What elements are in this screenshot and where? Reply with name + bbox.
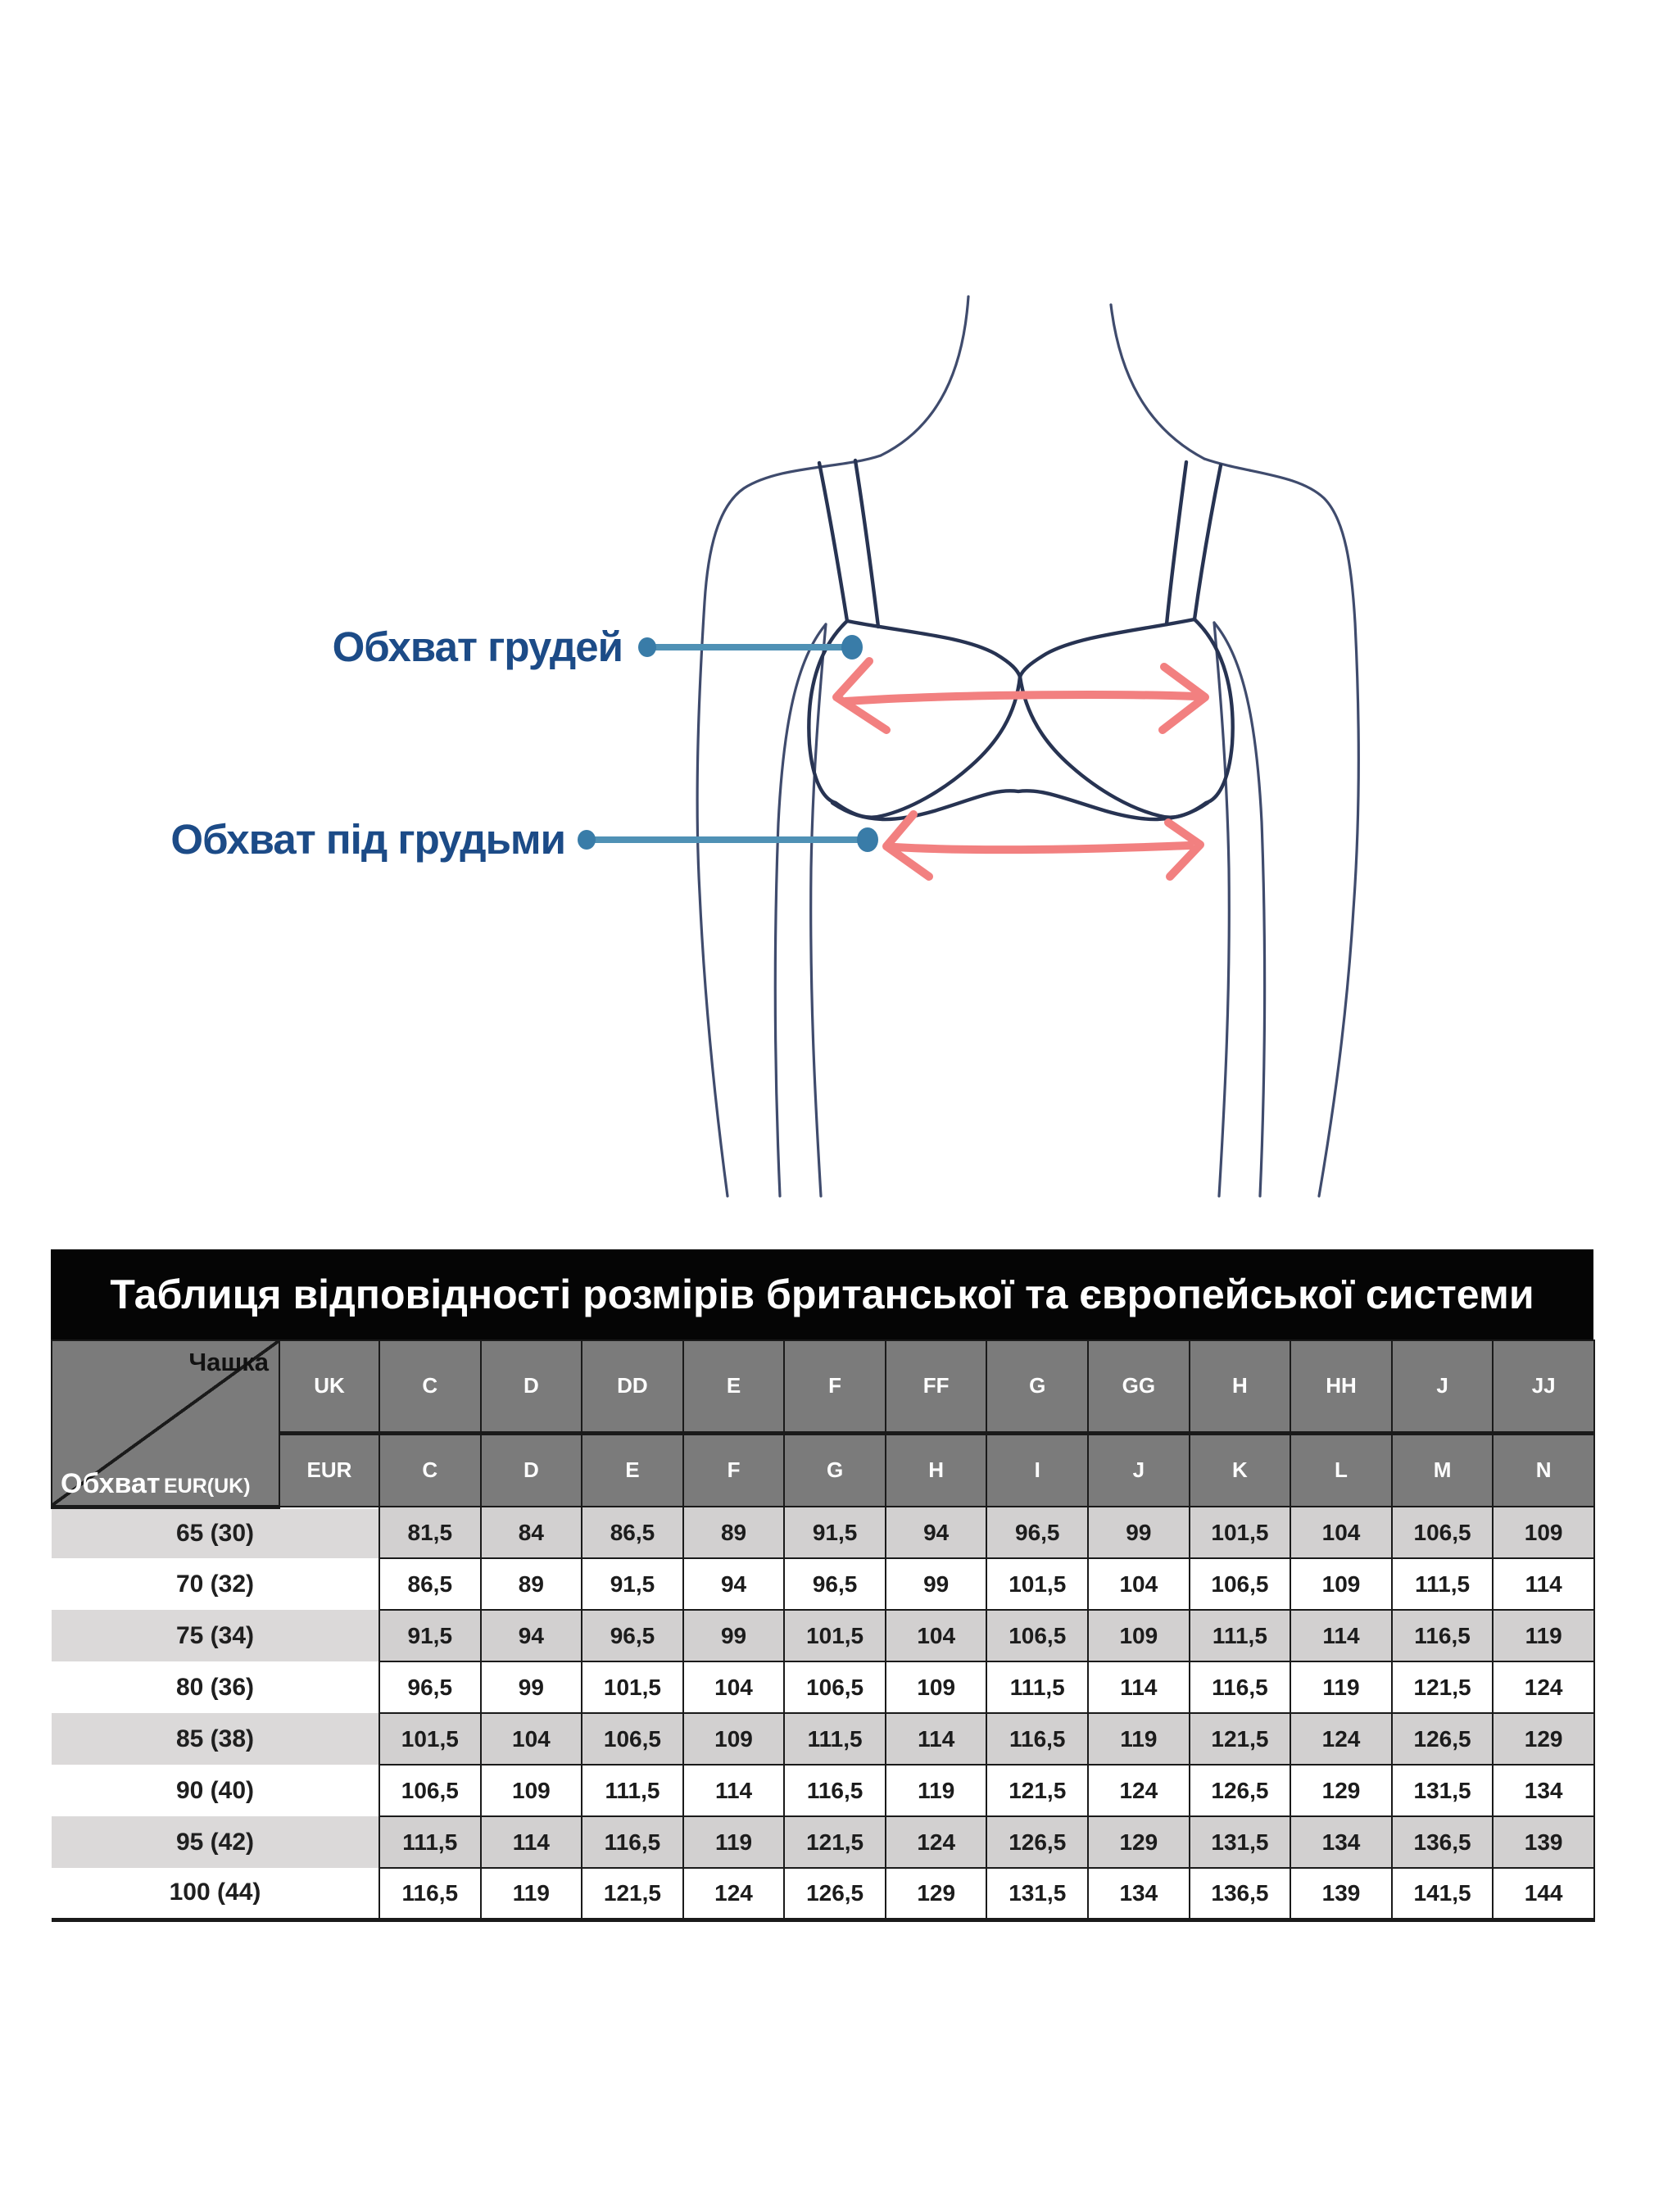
size-table [51,1249,1593,1922]
uk-cup-cell: HH [1290,1340,1392,1433]
bust-value-cell: 106,5 [582,1713,683,1765]
bust-value-cell: 121,5 [1190,1713,1291,1765]
eur-cup-cell: K [1190,1433,1291,1507]
table-title: Таблиця відповідності розмірів британської та європейської системи [51,1249,1593,1339]
eur-cup-cell: F [683,1433,785,1507]
bust-value-cell: 109 [1290,1558,1392,1610]
table-row [52,1507,1594,1558]
bust-value-cell: 119 [886,1765,987,1816]
bust-value-cell: 116,5 [1190,1661,1291,1713]
bust-value-cell: 114 [1493,1558,1594,1610]
uk-cup-cell: JJ [1493,1340,1594,1433]
underbust-girth-label: Обхват під грудьми [170,816,565,863]
bust-value-cell: 104 [1088,1558,1190,1610]
eur-cup-cell: J [1088,1433,1190,1507]
girth-label-cell: 70 (32) [52,1558,379,1610]
bust-value-cell: 86,5 [582,1507,683,1558]
bust-value-cell: 116,5 [379,1868,481,1920]
bust-value-cell: 124 [1290,1713,1392,1765]
girth-label-cell: 90 (40) [52,1765,379,1816]
table-row [52,1868,1594,1920]
bust-value-cell: 114 [1088,1661,1190,1713]
callout-dot-icon [841,635,863,660]
uk-cup-cell: GG [1088,1340,1190,1433]
bust-value-cell: 91,5 [582,1558,683,1610]
underbust-callout-line [578,827,878,852]
bust-value-cell: 139 [1290,1868,1392,1920]
bust-value-cell: 109 [481,1765,582,1816]
uk-cup-row [52,1340,1594,1433]
bust-value-cell: 121,5 [986,1765,1088,1816]
table-row [52,1558,1594,1610]
bust-value-cell: 119 [481,1868,582,1920]
table-row [52,1661,1594,1713]
bust-value-cell: 96,5 [582,1610,683,1661]
corner-cell [52,1340,279,1507]
bust-value-cell: 129 [1088,1816,1190,1868]
bust-value-cell: 124 [683,1868,785,1920]
bust-value-cell: 141,5 [1392,1868,1494,1920]
bust-callout-line [638,635,863,660]
bust-value-cell: 116,5 [582,1816,683,1868]
bust-value-cell: 111,5 [1190,1610,1291,1661]
bust-value-cell: 81,5 [379,1507,481,1558]
bust-value-cell: 86,5 [379,1558,481,1610]
table-row [52,1765,1594,1816]
bust-value-cell: 96,5 [784,1558,886,1610]
table-row [52,1713,1594,1765]
eur-cup-cell: D [481,1433,582,1507]
bust-arrow-icon [836,661,1205,730]
eur-cup-cell: I [986,1433,1088,1507]
bust-value-cell: 114 [1290,1610,1392,1661]
bust-value-cell: 131,5 [1392,1765,1494,1816]
girth-label-cell: 75 (34) [52,1610,379,1661]
uk-cup-cell: H [1190,1340,1291,1433]
bust-girth-label: Обхват грудей [332,623,623,670]
bust-value-cell: 119 [1088,1713,1190,1765]
bust-value-cell: 106,5 [986,1610,1088,1661]
bust-value-cell: 134 [1493,1765,1594,1816]
bust-value-cell: 116,5 [784,1765,886,1816]
bust-value-cell: 109 [1088,1610,1190,1661]
uk-cup-cell: FF [886,1340,987,1433]
bust-value-cell: 101,5 [986,1558,1088,1610]
eur-cup-cell: E [582,1433,683,1507]
bust-value-cell: 124 [886,1816,987,1868]
bust-value-cell: 101,5 [582,1661,683,1713]
uk-cup-cell: G [986,1340,1088,1433]
underbust-arrow-icon [886,814,1200,877]
bust-value-cell: 106,5 [1392,1507,1494,1558]
uk-cup-cell: J [1392,1340,1494,1433]
bust-value-cell: 96,5 [379,1661,481,1713]
callout-dot-icon [638,637,656,657]
bra-icon [809,460,1232,819]
girth-label-cell: 95 (42) [52,1816,379,1868]
callout-dot-icon [857,827,878,852]
uk-system-label: UK [279,1340,379,1433]
bust-value-cell: 126,5 [1190,1765,1291,1816]
bust-value-cell: 139 [1493,1816,1594,1868]
bust-value-cell: 121,5 [582,1868,683,1920]
bust-value-cell: 114 [683,1765,785,1816]
bust-value-cell: 119 [1290,1661,1392,1713]
corner-girth-label: Обхват EUR(UK) [61,1467,251,1499]
bust-value-cell: 114 [886,1713,987,1765]
uk-cup-cell: D [481,1340,582,1433]
bust-value-cell: 111,5 [784,1713,886,1765]
bust-value-cell: 106,5 [784,1661,886,1713]
bust-value-cell: 99 [481,1661,582,1713]
eur-cup-cell: G [784,1433,886,1507]
bust-value-cell: 94 [886,1507,987,1558]
bust-value-cell: 134 [1290,1816,1392,1868]
bust-value-cell: 129 [1290,1765,1392,1816]
bust-value-cell: 111,5 [582,1765,683,1816]
bust-value-cell: 119 [683,1816,785,1868]
bust-value-cell: 99 [1088,1507,1190,1558]
bust-value-cell: 121,5 [1392,1661,1494,1713]
bust-value-cell: 109 [1493,1507,1594,1558]
girth-label-cell: 65 (30) [52,1507,379,1558]
bust-value-cell: 109 [886,1661,987,1713]
eur-system-label: EUR [279,1433,379,1507]
bust-value-cell: 111,5 [379,1816,481,1868]
bust-value-cell: 101,5 [1190,1507,1291,1558]
bust-value-cell: 124 [1088,1765,1190,1816]
eur-cup-row [52,1433,1594,1507]
bust-value-cell: 106,5 [1190,1558,1291,1610]
bust-value-cell: 96,5 [986,1507,1088,1558]
table-row [52,1610,1594,1661]
bust-value-cell: 104 [481,1713,582,1765]
bust-value-cell: 109 [683,1713,785,1765]
girth-label-cell: 80 (36) [52,1661,379,1713]
uk-cup-cell: DD [582,1340,683,1433]
bust-value-cell: 144 [1493,1868,1594,1920]
girth-label-cell: 85 (38) [52,1713,379,1765]
uk-cup-cell: C [379,1340,481,1433]
bust-value-cell: 89 [481,1558,582,1610]
bust-value-cell: 129 [886,1868,987,1920]
bust-value-cell: 131,5 [986,1868,1088,1920]
bust-value-cell: 121,5 [784,1816,886,1868]
bust-value-cell: 136,5 [1392,1816,1494,1868]
bust-value-cell: 94 [481,1610,582,1661]
size-conversion-table [51,1339,1595,1922]
bust-value-cell: 116,5 [986,1713,1088,1765]
bust-value-cell: 84 [481,1507,582,1558]
corner-cup-label: Чашка [188,1348,269,1376]
bust-value-cell: 101,5 [784,1610,886,1661]
bust-value-cell: 91,5 [379,1610,481,1661]
bust-value-cell: 134 [1088,1868,1190,1920]
bust-value-cell: 116,5 [1392,1610,1494,1661]
bust-value-cell: 131,5 [1190,1816,1291,1868]
torso-outline-icon [697,297,1358,1196]
bust-value-cell: 111,5 [986,1661,1088,1713]
bust-value-cell: 89 [683,1507,785,1558]
callout-dot-icon [578,830,596,850]
eur-cup-cell: N [1493,1433,1594,1507]
bust-value-cell: 104 [1290,1507,1392,1558]
bust-value-cell: 126,5 [1392,1713,1494,1765]
bust-value-cell: 91,5 [784,1507,886,1558]
eur-cup-cell: L [1290,1433,1392,1507]
bust-value-cell: 99 [886,1558,987,1610]
bust-value-cell: 111,5 [1392,1558,1494,1610]
bust-value-cell: 99 [683,1610,785,1661]
bust-value-cell: 129 [1493,1713,1594,1765]
bust-value-cell: 104 [886,1610,987,1661]
bust-value-cell: 126,5 [784,1868,886,1920]
bust-value-cell: 94 [683,1558,785,1610]
table-row [52,1816,1594,1868]
bust-value-cell: 106,5 [379,1765,481,1816]
bust-value-cell: 101,5 [379,1713,481,1765]
bust-value-cell: 126,5 [986,1816,1088,1868]
bust-value-cell: 136,5 [1190,1868,1291,1920]
bust-value-cell: 114 [481,1816,582,1868]
bust-value-cell: 119 [1493,1610,1594,1661]
eur-cup-cell: M [1392,1433,1494,1507]
bust-value-cell: 104 [683,1661,785,1713]
girth-label-cell: 100 (44) [52,1868,379,1920]
bust-value-cell: 124 [1493,1661,1594,1713]
eur-cup-cell: C [379,1433,481,1507]
uk-cup-cell: F [784,1340,886,1433]
uk-cup-cell: E [683,1340,785,1433]
eur-cup-cell: H [886,1433,987,1507]
